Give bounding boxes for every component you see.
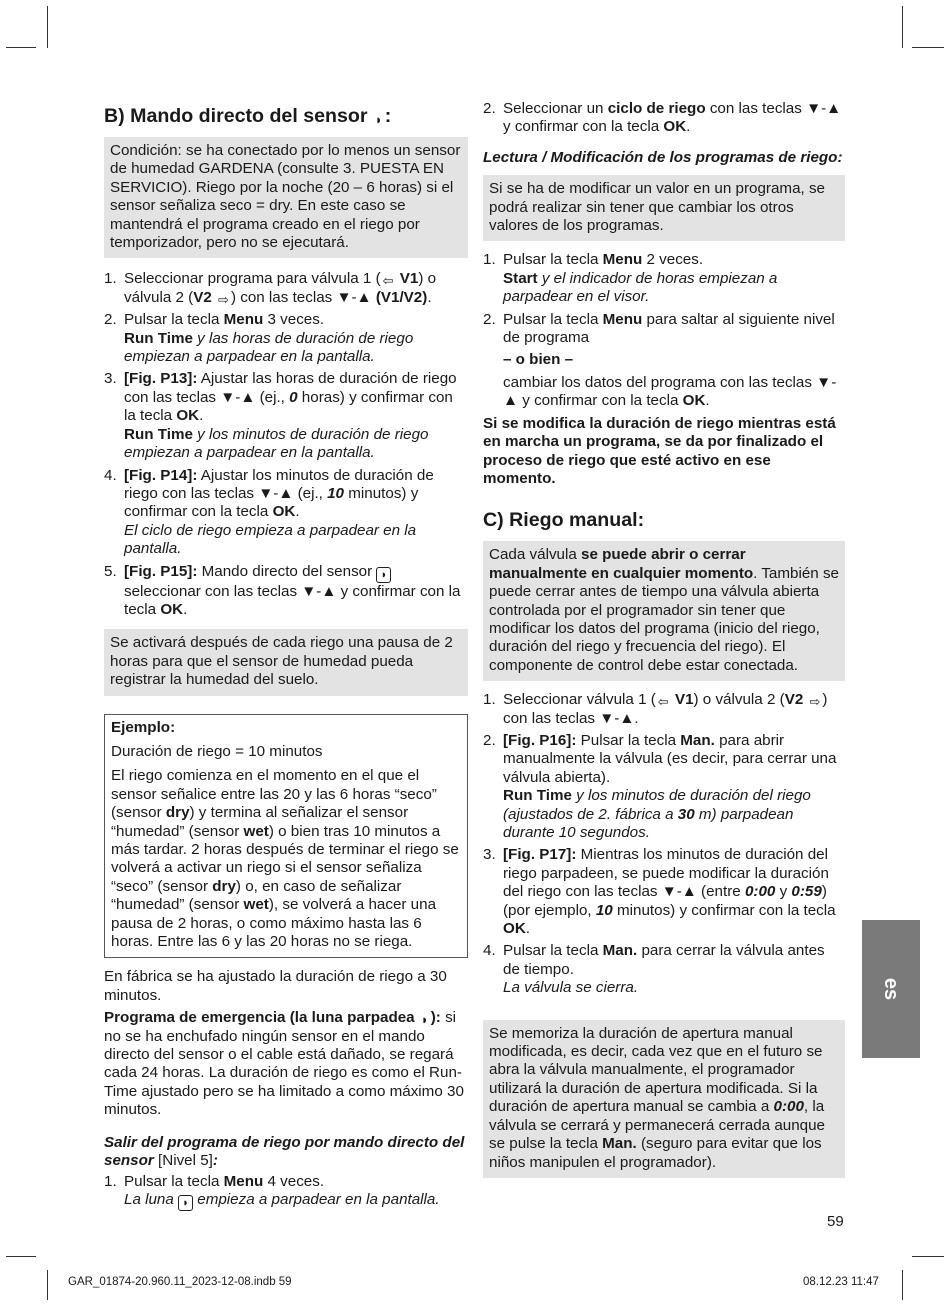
step-text: minutos) y confirmar con la tecla	[612, 901, 836, 919]
list-item	[483, 942, 845, 997]
figure-ref: [Fig. P17]:	[503, 846, 577, 864]
footer-timestamp: 08.12.23 11:47	[803, 1276, 879, 1288]
lcd-value: 10	[327, 484, 345, 502]
example-text-part: ) o bien tras 10 minutos a más tardar. 2 horas después de terminar el riego se volverá a activar un riego si el sensor señaliza “seco” (sensor	[111, 822, 459, 895]
warning-text: Si se modifica la duración de riego mientras está en marcha un programa, se da por finalizado el proceso de riego que esté activo en ese momento.	[483, 414, 836, 487]
step-number: 1.	[483, 251, 496, 269]
note-emphasis: se puede abrir o cerrar manualmente en cualquier momento	[489, 546, 754, 582]
result-text: y el indicador de horas empiezan a parpadear en el visor.	[503, 269, 778, 306]
list-item	[104, 1173, 468, 1211]
step-number: 1.	[483, 691, 496, 709]
emergency-colon: ):	[430, 1009, 441, 1027]
step-text: .	[705, 392, 710, 410]
valve-label: V2	[784, 691, 804, 709]
key-label: OK	[272, 503, 296, 521]
step-result	[124, 426, 468, 463]
or-separator: – o bien –	[503, 351, 574, 369]
arrow-right-icon: ⇨	[809, 694, 821, 710]
crop-mark	[6, 1256, 36, 1257]
step-text: Pulsar la tecla	[124, 311, 224, 329]
crop-mark	[47, 6, 48, 48]
list-item	[483, 100, 845, 137]
step-text: .	[295, 503, 300, 521]
step-text: horas) y confirmar con la tecla	[124, 388, 453, 425]
step-text: ) o válvula 2 (	[124, 270, 437, 306]
result-text: y las horas de duración de riego empiezan a parpadear en la pantalla.	[124, 329, 414, 366]
step-text: Ajustar las horas de duración de riego con las teclas ▼-▲ (ej.,	[124, 370, 457, 406]
arrow-right-icon: ⇨	[218, 291, 229, 307]
sensor-state: wet	[243, 822, 269, 840]
step-text: Pulsar la tecla	[124, 1172, 224, 1190]
step-text: Seleccionar un	[503, 100, 608, 117]
exit-heading-text: Salir del programa de riego por mando directo del sensor	[104, 1133, 465, 1170]
step-text: 4 veces.	[263, 1172, 325, 1190]
steps-list	[104, 270, 468, 619]
list-item	[483, 251, 845, 306]
list-item	[483, 691, 845, 728]
key-label: Menu	[223, 1172, 264, 1190]
step-text: y	[775, 883, 792, 901]
result-text: y los minutos de duración de riego empiezan a parpadear en la pantalla.	[124, 425, 429, 462]
step-text: Mando directo del sensor	[197, 562, 377, 580]
step-text: .	[686, 118, 691, 136]
section-heading-c: C) Riego manual:	[483, 509, 645, 532]
footer-file-info: GAR_01874-20.960.11_2023-12-08.indb 59	[68, 1276, 292, 1288]
lcd-value: 0:00	[744, 883, 776, 901]
result-text: y los minutos de duración del riego (ajustados de 2. fábrica a	[503, 787, 811, 823]
factory-setting-text: En fábrica se ha ajustado la duración de riego a 30 minutos.	[104, 968, 447, 1004]
lcd-value: 0:59	[791, 883, 822, 901]
step-number: 1.	[104, 270, 117, 288]
step-text: Mientras los minutos de duración del riego parpadeen, se puede modificar la duración del riego con las teclas ▼-▲ (entre	[503, 846, 829, 901]
key-label: OK	[682, 392, 706, 410]
step-text: ) con las teclas ▼-▲.	[503, 691, 828, 727]
crop-mark	[902, 1270, 903, 1300]
display-label: Run Time	[124, 329, 193, 347]
exit-steps-list	[104, 1173, 468, 1211]
left-column	[104, 100, 468, 1215]
page-number: 59	[827, 1213, 844, 1230]
step-text: .	[199, 407, 204, 425]
note-text: (seguro para evitar que los niños manipulen el programador).	[489, 1135, 822, 1171]
exit-heading-colon: :	[212, 1152, 218, 1170]
sensor-state: wet	[243, 896, 269, 914]
crop-mark	[912, 1256, 944, 1257]
figure-ref: [Fig. P16]:	[503, 731, 577, 749]
list-item	[104, 467, 468, 559]
list-item	[483, 846, 845, 938]
emergency-text: si no se ha enchufado ningún sensor en el mando directo del sensor o el cable está dañado, se regará cada 24 horas. La duración de riego es como el Run-Time ajustado pero se ha limitado a como máximo 30 minutos.	[104, 1009, 464, 1119]
step-text: ) o válvula 2 (	[693, 691, 785, 709]
step-text: Pulsar la tecla	[503, 251, 603, 269]
step-number: 4.	[483, 942, 496, 960]
step-text: 3 veces.	[263, 311, 325, 329]
key-label: Man.	[680, 731, 715, 749]
valve-label: V1	[674, 691, 694, 709]
figure-ref: [Fig. P14]:	[124, 466, 198, 484]
arrow-left-icon: ⇦	[657, 694, 669, 710]
step-number: 3.	[104, 370, 117, 388]
step-text: ) con las teclas ▼-▲	[230, 288, 376, 306]
figure-ref: [Fig. P15]:	[124, 562, 198, 580]
manual-note	[483, 541, 845, 681]
step-text: para saltar al siguiente nivel de programa	[503, 310, 835, 347]
example-box	[104, 714, 468, 959]
key-label: OK	[176, 407, 200, 425]
crop-mark	[912, 47, 944, 48]
key-label: Menu	[602, 251, 643, 269]
example-text	[111, 767, 461, 951]
step-number: 2.	[483, 100, 496, 117]
step-result	[503, 787, 845, 842]
step-number: 2.	[104, 311, 117, 329]
alt-step	[503, 374, 845, 411]
step-text: 2 veces.	[642, 251, 704, 269]
right-column	[483, 100, 845, 1178]
key-label: OK	[663, 118, 687, 136]
key-label: Menu	[602, 310, 643, 328]
language-tab	[862, 920, 920, 1058]
arrow-left-icon: ⇦	[382, 273, 394, 289]
sensor-state: dry	[165, 804, 190, 822]
lcd-value: 0:00	[773, 1098, 804, 1116]
step-number: 2.	[483, 731, 496, 749]
note-text: . También se puede cerrar antes de tiempo una válvula abierta controlada por el programador sin tener que modificar los datos del programa (inicio del riego, duración del riego y frecuencia del riego). El componente de control debe estar conectada.	[489, 564, 839, 674]
display-label: Run Time	[503, 787, 572, 805]
exit-heading	[104, 1134, 468, 1171]
list-item	[104, 563, 468, 620]
step-text: Pulsar la tecla	[576, 731, 681, 749]
valve-label: V1	[399, 270, 419, 288]
display-label: Start	[503, 269, 538, 287]
figure-ref: [Fig. P13]:	[124, 370, 198, 388]
note-text: Cada válvula	[489, 546, 582, 564]
condition-note: Condición: se ha conectado por lo menos un sensor de humedad GARDENA (consulte 3. PUESTA EN SERVICIO). Riego por la noche (20 – 6 horas) si el sensor señaliza seco = dry. En este caso se mantendrá el programa creado en el riego por temporizador, pero no se ejecutará.	[104, 137, 468, 258]
step-text: .	[183, 600, 188, 618]
example-text-part: ) y termina al señalizar el sensor “humedad” (sensor	[111, 804, 409, 840]
key-label: (V1/V2)	[375, 288, 428, 306]
step-text: Pulsar la tecla	[503, 310, 603, 328]
language-tab-label: es	[880, 977, 903, 1001]
example-title: Ejemplo:	[111, 718, 176, 736]
lcd-value: 10	[595, 901, 613, 919]
moon-icon: ◗	[374, 112, 383, 127]
step-text: minutos) y confirmar con la tecla	[124, 484, 419, 521]
step-number: 2.	[483, 310, 496, 328]
crop-mark	[47, 1270, 48, 1300]
result-text: m) parpadean durante 10 segundos.	[503, 805, 794, 841]
read-modify-note: Si se ha de modificar un valor en un programa, se podrá realizar sin tener que cambiar los otros valores de los programas.	[483, 175, 845, 241]
moon-icon: ◗	[420, 1012, 429, 1028]
step-number: 1.	[104, 1172, 117, 1190]
manual-steps-list	[483, 691, 845, 998]
read-modify-heading: Lectura / Modificación de los programas de riego:	[483, 148, 843, 166]
step-result	[124, 330, 468, 367]
list-item	[104, 311, 468, 366]
key-label: Man.	[602, 942, 638, 960]
lcd-value: 30	[677, 805, 695, 823]
section-heading-b: B) Mando directo del sensor ◗ :	[104, 105, 392, 127]
result-text: empieza a parpadear en la pantalla.	[193, 1190, 440, 1208]
key-label: Man.	[602, 1135, 637, 1153]
note-text: Se memoriza la duración de apertura manual modificada, es decir, cada vez que en el futuro se abra la válvula manualmente, el programador utilizará la duración de apertura modificada. Si la duración de apertura manual se cambia a	[489, 1024, 823, 1116]
step-text: Pulsar la tecla	[503, 942, 603, 960]
step-text: con las teclas ▼-▲ y confirmar con la tecla	[503, 100, 842, 136]
pause-note: Se activará después de cada riego una pausa de 2 horas para que el sensor de humedad pueda registrar la humedad del suelo.	[104, 629, 468, 695]
result-text: La luna	[124, 1190, 179, 1208]
step-text: .	[525, 920, 531, 938]
result-text: La válvula se cierra.	[503, 979, 639, 997]
step-text: .	[427, 288, 432, 306]
step-text: para abrir manualmente la válvula (es decir, para cerrar una válvula abierta).	[503, 731, 837, 786]
step-number: 3.	[483, 846, 496, 864]
moon-icon: ◗	[376, 567, 391, 583]
moon-icon: ◗	[178, 1195, 193, 1211]
key-label: OK	[160, 600, 184, 618]
list-item	[104, 270, 468, 307]
crop-mark	[6, 47, 36, 48]
step-text: cambiar los datos del programa con las teclas ▼-▲ y confirmar con la tecla	[503, 373, 837, 410]
sensor-state: dry	[212, 877, 236, 895]
read-steps-list	[483, 251, 845, 410]
emergency-title: Programa de emergencia (la luna parpadea	[104, 1009, 415, 1027]
lcd-value: 0	[289, 388, 298, 406]
display-label: Run Time	[124, 425, 193, 443]
list-item	[483, 732, 845, 842]
list-item	[483, 311, 845, 411]
key-label: OK	[503, 920, 526, 938]
note-text: , la válvula se cerrará y permanecerá cerrada aunque se pulse la tecla	[489, 1098, 825, 1153]
emergency-program	[104, 1009, 468, 1119]
step-text: seleccionar con las teclas ▼-▲ y confirmar con la tecla	[124, 582, 461, 618]
step-text: Seleccionar programa para válvula 1 (	[124, 270, 381, 288]
emphasis: ciclo de riego	[607, 100, 706, 117]
valve-label: V2	[193, 288, 212, 306]
step-result	[503, 270, 845, 307]
example-text-part: ) o, en caso de señalizar “humedad” (sensor	[111, 877, 402, 914]
example-text-part: El riego comienza en el momento en el que el sensor señalice entre las 20 y las 6 horas “seco” (sensor	[111, 767, 437, 822]
crop-mark	[902, 6, 903, 48]
step-number: 4.	[104, 466, 117, 484]
step-number: 5.	[104, 562, 117, 580]
cycle-step-list	[483, 100, 845, 137]
level-label: [Nivel 5]	[158, 1152, 213, 1170]
result-text: El ciclo de riego empieza a parpadear en la pantalla.	[124, 521, 417, 558]
step-text: Ajustar los minutos de duración de riego con las teclas ▼-▲ (ej.,	[124, 466, 434, 502]
key-label: Menu	[223, 311, 264, 329]
step-result	[124, 1191, 468, 1211]
example-line: Duración de riego = 10 minutos	[111, 742, 323, 760]
example-text-part: ), se volverá a hacer una pausa de 2 horas, o como máximo hasta las 6 horas. Entre las 6 y las 20 horas no se riega.	[111, 896, 437, 951]
step-text: Seleccionar válvula 1 (	[503, 691, 656, 709]
memory-note	[483, 1020, 845, 1178]
section-heading-text: B) Mando directo del sensor	[104, 105, 368, 127]
step-text: para cerrar la válvula antes de tiempo.	[503, 942, 825, 978]
step-text: ) (por ejemplo,	[503, 883, 827, 919]
list-item	[104, 370, 468, 462]
